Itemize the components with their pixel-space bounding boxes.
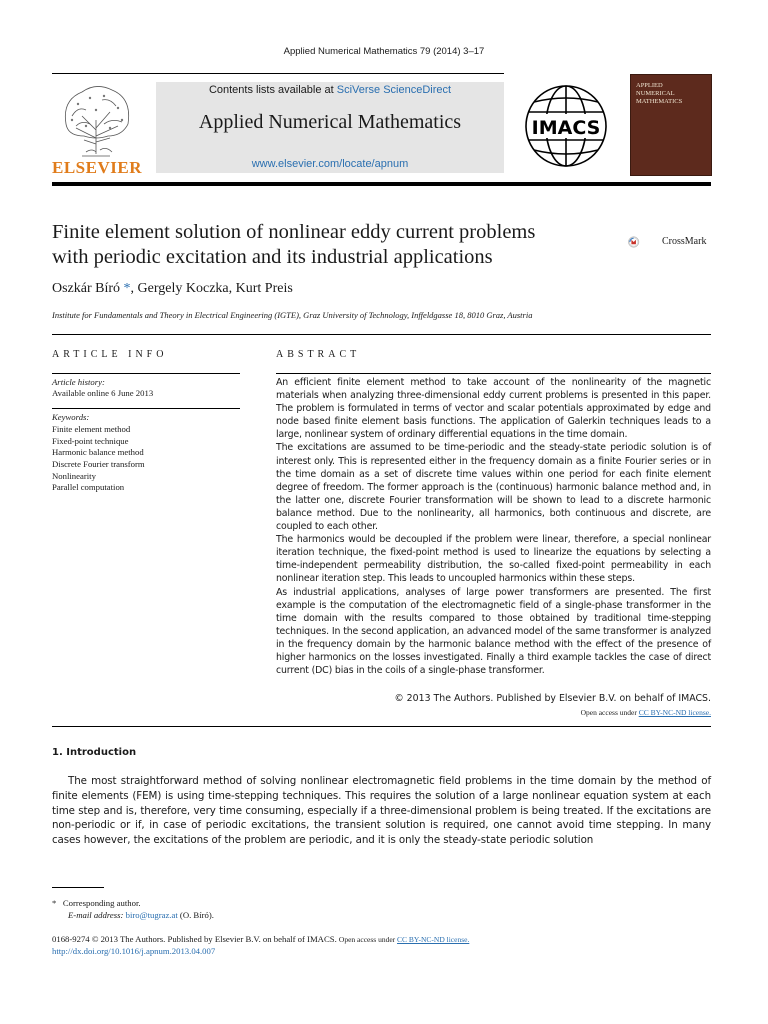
email-link[interactable]: biro@tugraz.at bbox=[125, 910, 178, 920]
divider bbox=[52, 726, 711, 727]
article-title-line: Finite element solution of nonlinear eddy current problems bbox=[52, 221, 536, 243]
footnote-mark: * bbox=[52, 898, 57, 908]
imacs-logo-text: IMACS bbox=[531, 117, 601, 139]
divider bbox=[52, 408, 240, 409]
abstract-paragraph: As industrial applications, analyses of large power transformers are presented. The first example is the computation of the electromagnetic field of a single-phase transformer in the time domain with the results compared to those obtained by traditional time-stepping techniques. In the second application, an advanced model of the same transformer is analyzed in the frequency domain by the harmonic balance method with the effect of the presence of higher harmonics on the losses investigated. Finally a third example tackles the case of direct current (DC) bias in the coils of a single-phase transformer. bbox=[276, 586, 711, 677]
masthead-top-rule bbox=[52, 73, 504, 74]
corresponding-author-mark[interactable]: * bbox=[123, 281, 131, 296]
divider bbox=[52, 373, 240, 374]
author-name[interactable]: Oszkár Bíró bbox=[52, 281, 121, 296]
affiliation: Institute for Fundamentals and Theory in Electrical Engineering (IGTE), Graz University of Technology, Inffeldgasse 18, 8010 Graz, Austria bbox=[52, 310, 533, 320]
email-note bbox=[68, 910, 214, 920]
intro-paragraph: The most straightforward method of solving nonlinear electromagnetic field problems in the time domain by the method of finite elements (FEM) is using time-stepping techniques. This requires the solution of a large nonlinear equation system at each time step and is, therefore, very time consuming, especially if a three-dimensional problem is being treated. If the excitations are non-periodic or if, in case of periodic excitations, the transient solution is required, one cannot avoid time stepping. In many cases however, the excitations of the problem are periodic, and it is only the steady-state periodic solution bbox=[52, 775, 711, 847]
journal-reference: Applied Numerical Mathematics 79 (2014) 3–17 bbox=[283, 46, 485, 57]
journal-name: Applied Numerical Mathematics bbox=[198, 111, 462, 133]
abstract-body bbox=[276, 376, 711, 677]
keyword: Fixed-point technique bbox=[52, 435, 129, 446]
corresponding-author-note bbox=[52, 898, 141, 908]
author-list bbox=[52, 281, 293, 297]
imacs-globe-logo[interactable] bbox=[520, 74, 612, 178]
keywords-list bbox=[52, 424, 145, 494]
footnote-rule bbox=[52, 887, 104, 888]
keyword: Finite element method bbox=[52, 424, 131, 434]
other-authors: , Gergely Koczka, Kurt Preis bbox=[130, 281, 293, 296]
article-title bbox=[52, 220, 612, 270]
masthead-bottom-rule bbox=[52, 182, 711, 186]
section-heading: 1. Introduction bbox=[52, 747, 137, 758]
article-info-heading: ARTICLE INFO bbox=[52, 349, 168, 360]
contents-line bbox=[156, 84, 504, 96]
email-suffix: (O. Bíró). bbox=[177, 910, 214, 920]
crossmark-label[interactable]: CrossMark bbox=[662, 236, 707, 247]
sciencedirect-link[interactable]: SciVerse ScienceDirect bbox=[336, 84, 452, 96]
email-label: E-mail address: bbox=[68, 910, 124, 920]
license-link[interactable]: CC BY-NC-ND license. bbox=[638, 708, 711, 717]
abstract-paragraph: The excitations are assumed to be time-periodic and the steady-state periodic solution is of interest only. This is represented either in the frequency domain as a finite Fourier series or in the time domain as a set of discrete time values within one period for each finite element degree of freedom. The former approach is the (continuous) harmonic balance method and, in the latter one, discrete Fourier transformation will be shown to lead to a discrete harmonic balance method. Due to the nonlinearity, all harmonics, both continuous and discrete, are coupled to each other. bbox=[276, 442, 711, 533]
doi-link[interactable]: http://dx.doi.org/10.1016/j.apnum.2013.04.007 bbox=[52, 946, 216, 956]
history-value: Available online 6 June 2013 bbox=[52, 388, 154, 398]
keywords-label: Keywords: bbox=[52, 412, 90, 422]
abstract-paragraph: The harmonics would be decoupled if the problem were linear, therefore, a special nonlinear iteration technique, the fixed-point method is used to linearize the equations by selecting a time-independent permeability distribution, the so-called fixed-point permeability in each nonlinear iteration step. This leads to uncoupled harmonics within these steps. bbox=[276, 534, 711, 585]
open-access-prefix: Open access under bbox=[580, 708, 639, 717]
contents-prefix: Contents lists available at bbox=[208, 84, 337, 96]
keyword: Parallel computation bbox=[52, 482, 125, 493]
cover-title-line: APPLIED bbox=[636, 82, 663, 89]
footnote-text: Corresponding author. bbox=[62, 898, 141, 908]
keyword: Harmonic balance method bbox=[52, 447, 144, 458]
crossmark-icon[interactable] bbox=[628, 227, 662, 257]
issn-license-link[interactable]: CC BY-NC-ND license. bbox=[397, 935, 470, 944]
history-label: Article history: bbox=[52, 377, 105, 387]
journal-url-link[interactable]: www.elsevier.com/locate/apnum bbox=[251, 158, 409, 170]
abstract-paragraph: An efficient finite element method to take account of the nonlinearity of the magnetic materials when analyzing three-dimensional eddy current problems is presented in this paper. The problem is formulated in terms of vector and scalar potentials approximated by edge and node based finite element basis functions. The application of Galerkin techniques leads to a large, nonlinear system of ordinary differential equations in the time domain. bbox=[276, 377, 711, 441]
open-access-notice bbox=[276, 708, 711, 717]
divider bbox=[276, 373, 711, 374]
cover-title-line: MATHEMATICS bbox=[636, 98, 683, 105]
issn-text: 0168-9274 © 2013 The Authors. Published by Elsevier B.V. on behalf of IMACS. bbox=[52, 934, 339, 944]
issn-open-access-prefix: Open access under bbox=[338, 935, 398, 944]
article-title-line: with periodic excitation and its industrial applications bbox=[52, 246, 493, 268]
issn-copyright-line bbox=[52, 934, 469, 944]
abstract-copyright: © 2013 The Authors. Published by Elsevier B.V. on behalf of IMACS. bbox=[394, 693, 711, 704]
abstract-heading: ABSTRACT bbox=[276, 349, 361, 360]
cover-title-line: NUMERICAL bbox=[636, 90, 675, 97]
keyword: Discrete Fourier transform bbox=[52, 459, 145, 470]
elsevier-wordmark: ELSEVIER bbox=[52, 158, 142, 177]
divider bbox=[52, 334, 711, 335]
keyword: Nonlinearity bbox=[52, 470, 96, 481]
cover-title bbox=[636, 82, 706, 106]
